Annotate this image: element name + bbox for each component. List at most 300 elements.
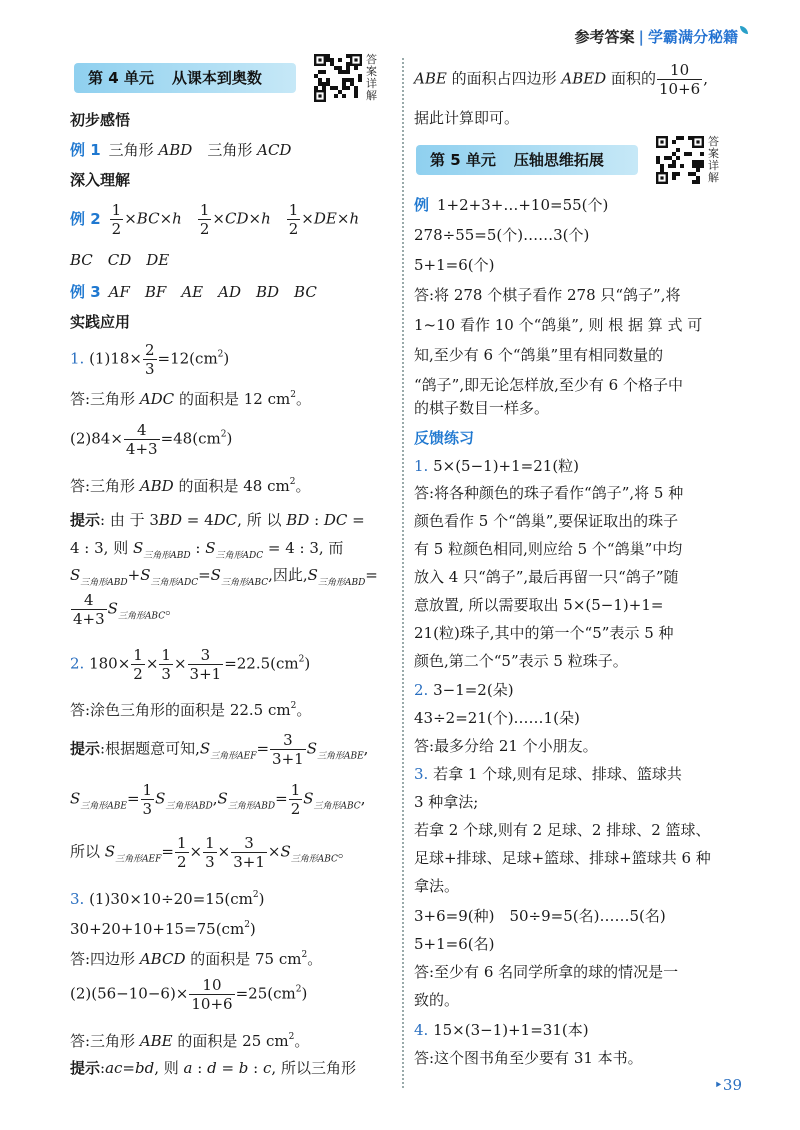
section-label: 例 2: [70, 209, 101, 228]
text-segment: :: [192, 1059, 208, 1077]
fraction-numerator: 1: [205, 834, 215, 852]
text-line: [414, 375, 683, 395]
fraction: [71, 591, 107, 628]
fraction: [189, 976, 234, 1013]
section-label: 例: [414, 196, 430, 214]
text-segment: ,: [360, 789, 366, 808]
text-line: [70, 312, 130, 332]
math-variable: S: [70, 789, 81, 808]
text-segment: =: [161, 842, 174, 861]
text-line: [414, 398, 549, 418]
text-segment: 答:三角形: [70, 1032, 140, 1050]
text-segment: 5+1=6(名): [414, 935, 495, 953]
subscript: 三角形ADC: [215, 551, 264, 561]
question-number: 2.: [414, 681, 429, 699]
fraction: [131, 646, 145, 683]
text-line: [414, 1020, 589, 1040]
math-variable: DE: [313, 209, 337, 228]
text-line: [70, 140, 291, 160]
section-label: 反馈练习: [414, 429, 475, 447]
superscript: 2: [301, 950, 308, 960]
math-variable: DC: [323, 511, 348, 529]
question-number: 3.: [70, 890, 85, 908]
section-heading: 提示: [70, 739, 101, 758]
math-variable: S: [199, 739, 211, 758]
text-segment: ×: [173, 654, 187, 673]
text-segment: =48(cm: [160, 429, 221, 448]
text-segment: 的棋子数目一样多。: [414, 399, 550, 417]
text-segment: ×: [124, 209, 137, 228]
math-variable: BC CD DE: [70, 251, 170, 269]
qr-code-icon[interactable]: [314, 54, 362, 102]
math-variable: ABE: [414, 69, 447, 88]
text-segment: =: [275, 789, 288, 808]
fraction-denominator: 10+6: [191, 995, 233, 1013]
text-segment: ): [226, 429, 233, 448]
text-segment: 1~10 看作 10 个“鸽巢”, 则 根 据 算 式 可: [414, 316, 703, 334]
text-segment: :根据题意可知,: [100, 739, 200, 758]
text-line: [70, 1058, 356, 1078]
math-variable: bd: [135, 1059, 155, 1077]
fraction-denominator: 2: [288, 220, 299, 238]
page-number-value: 39: [722, 1076, 742, 1094]
text-segment: ×: [336, 209, 350, 228]
column-divider: [402, 58, 404, 1088]
text-line: [70, 282, 317, 302]
fraction: [231, 834, 267, 871]
text-line: [70, 170, 130, 190]
text-segment: 放入 4 只“鸽子”,最后再留一只“鸽子”随: [414, 568, 679, 586]
subscript: 三角形ABE: [80, 801, 127, 812]
text-segment: ): [304, 654, 311, 673]
text-segment: ,: [703, 69, 708, 88]
text-segment: =: [365, 566, 378, 584]
text-segment: ): [258, 890, 265, 908]
fraction: [175, 834, 189, 871]
text-segment: 。: [295, 390, 311, 408]
math-variable: S: [303, 789, 314, 808]
text-segment: ): [249, 920, 256, 938]
text-segment: ): [223, 349, 230, 368]
text-segment: 意放置, 所以需要取出 5×(5−1)+1=: [414, 596, 664, 614]
section-heading: 提示: [70, 511, 101, 529]
math-variable: CD: [224, 209, 249, 228]
text-segment: :: [248, 1059, 263, 1077]
text-segment: 的面积是 12 cm: [174, 390, 291, 408]
fraction: [270, 731, 306, 768]
superscript: 2: [217, 349, 224, 360]
text-segment: 。: [165, 599, 181, 618]
text-segment: 若拿 2 个球,则有 2 足球、2 排球、2 篮球、: [414, 821, 711, 839]
text-line: [70, 201, 359, 238]
subscript: 三角形ABD: [143, 551, 191, 561]
text-segment: 足球+排球、足球+篮球、排球+篮球共 6 种: [414, 849, 711, 867]
text-segment: ×: [189, 842, 203, 861]
text-segment: =: [126, 789, 140, 808]
text-segment: :: [190, 539, 206, 557]
superscript: 2: [244, 920, 250, 930]
fraction-numerator: 3: [231, 834, 267, 853]
text-segment: =: [216, 1059, 239, 1077]
text-line: [70, 834, 353, 871]
text-segment: 面积的: [606, 69, 656, 88]
fraction-numerator: 1: [111, 201, 122, 219]
math-variable: S: [205, 539, 216, 557]
math-variable: BD: [158, 511, 182, 529]
text-segment: 答:将 278 个棋子看作 278 只“鸽子”,将: [414, 286, 681, 304]
text-line: [414, 623, 674, 643]
text-line: [414, 108, 519, 128]
text-line: [414, 736, 598, 756]
text-line: [70, 696, 311, 720]
question-number: 3.: [414, 765, 429, 783]
subscript: 三角形ABD: [165, 801, 213, 812]
unit-number: 第 4 单元: [88, 69, 154, 87]
text-line: [414, 225, 589, 245]
text-segment: 3 种拿法;: [414, 793, 479, 811]
text-segment: 答:将各种颜色的珠子看作“鸽子”,将 5 种: [414, 484, 684, 502]
text-segment: 颜色看作 5 个“鸽巢”,要保证取出的珠子: [414, 512, 679, 530]
text-line: [414, 456, 579, 476]
text-line: [414, 195, 608, 215]
text-segment: 知,至少有 6 个“鸽巢”里有相同数量的: [414, 346, 664, 364]
text-segment: , 则: [154, 1059, 184, 1077]
header-series: 学霸满分秘籍: [647, 28, 738, 46]
fraction-denominator: 3+1: [272, 750, 304, 768]
text-segment: 。: [294, 1032, 310, 1050]
subscript: 三角形ABC: [117, 611, 166, 622]
text-segment: (2)84×: [70, 429, 123, 448]
math-variable: ABD: [158, 141, 193, 159]
text-segment: :: [100, 1059, 106, 1077]
text-line: [70, 510, 365, 530]
fraction-denominator: 3: [205, 853, 215, 871]
subscript: 三角形AEF: [210, 751, 257, 762]
text-line: [70, 538, 343, 566]
text-segment: = 4: [181, 511, 214, 529]
fraction-numerator: 4: [124, 421, 160, 440]
text-line: [414, 708, 580, 728]
section-label: 例 3: [70, 283, 101, 301]
leaf-icon: [740, 26, 748, 34]
math-variable: ABE: [139, 1032, 173, 1050]
unit-4-banner: [74, 63, 296, 93]
text-segment: 三角形: [108, 141, 159, 159]
superscript: 2: [220, 429, 227, 440]
text-segment: , 所以三角形: [271, 1059, 356, 1077]
text-segment: 答:三角形: [70, 477, 140, 495]
fraction-denominator: 3: [142, 800, 153, 818]
fraction: [143, 341, 157, 378]
math-variable: ADC: [139, 390, 175, 408]
unit-number: 第 5 单元: [430, 151, 496, 169]
math-variable: S: [217, 789, 228, 808]
fraction-numerator: 10: [189, 976, 234, 995]
fraction-numerator: 1: [161, 646, 171, 664]
text-segment: 21(粒)珠子,其中的第一个“5”表示 5 种: [414, 624, 674, 642]
text-segment: 180×: [84, 654, 131, 673]
text-line: [70, 885, 264, 909]
text-line: [414, 255, 494, 275]
text-segment: 三角形: [192, 141, 258, 159]
text-segment: [271, 210, 286, 228]
text-line: [70, 781, 365, 818]
text-segment: 所以: [70, 842, 105, 861]
text-line: [70, 472, 311, 496]
text-line: [414, 934, 494, 954]
superscript: 2: [252, 890, 259, 900]
math-variable: ac: [105, 1059, 123, 1077]
text-segment: 3+6=9(种) 50÷9=5(名)……5(名): [414, 907, 666, 925]
math-variable: h: [261, 209, 271, 228]
text-line: [70, 591, 180, 628]
text-segment: , 所 以: [237, 511, 287, 529]
section-heading: 实践应用: [70, 313, 131, 331]
fraction-denominator: 10+6: [658, 80, 701, 98]
text-line: [70, 110, 130, 130]
text-line: [70, 731, 368, 768]
text-line: [414, 792, 478, 812]
math-variable: d: [207, 1059, 217, 1077]
fraction-numerator: 1: [290, 781, 301, 799]
text-segment: ×: [248, 209, 262, 228]
superscript: 2: [289, 477, 296, 487]
subscript: 三角形ABD: [227, 801, 276, 812]
text-line: [414, 483, 683, 503]
fraction-numerator: 3: [270, 731, 306, 750]
math-variable: S: [307, 566, 318, 584]
text-segment: 的面积是 75 cm: [185, 950, 302, 968]
text-line: [414, 285, 681, 305]
text-segment: ×: [145, 654, 159, 673]
text-line: [70, 250, 169, 270]
question-number: 1.: [414, 457, 429, 475]
math-variable: b: [238, 1059, 249, 1077]
text-line: [414, 820, 711, 840]
text-segment: 。: [307, 950, 323, 968]
text-segment: (2)(56−10−6)×: [70, 984, 189, 1003]
fraction: [110, 201, 124, 238]
text-segment: 答:最多分给 21 个小朋友。: [414, 737, 598, 755]
text-segment: ,: [363, 739, 369, 758]
math-variable: ABD: [139, 477, 174, 495]
math-variable: BC: [136, 209, 160, 228]
subscript: 三角形ABC: [290, 854, 338, 865]
section-heading: 提示: [70, 1059, 101, 1077]
text-segment: =: [347, 511, 365, 529]
superscript: 2: [295, 984, 302, 995]
text-line: [414, 428, 482, 448]
text-line: [414, 990, 459, 1010]
text-segment: (1)18×: [84, 349, 142, 368]
math-variable: S: [132, 539, 144, 557]
text-segment: 。: [295, 477, 311, 495]
unit-title: 压轴思维拓展: [513, 151, 604, 169]
fraction-denominator: 3+1: [189, 665, 222, 683]
running-header: [574, 26, 748, 47]
text-segment: (1)30×10÷20=15(cm: [84, 890, 253, 908]
text-segment: ): [301, 984, 308, 1003]
text-segment: 拿法。: [414, 877, 460, 895]
math-variable: S: [280, 842, 291, 861]
superscript: 2: [288, 1032, 295, 1042]
math-variable: BD: [286, 511, 310, 529]
text-segment: 5+1=6(个): [414, 256, 495, 274]
text-segment: 有 5 粒颜色相同,则应给 5 个“鸽巢”中均: [414, 540, 683, 558]
fraction-numerator: 1: [142, 781, 153, 799]
text-segment: 的面积占四边形: [446, 69, 562, 88]
text-segment: 的面积是 25 cm: [172, 1032, 289, 1050]
qr-label: 答案详解: [366, 53, 377, 102]
text-segment: : 由 于 3: [100, 511, 159, 529]
math-variable: S: [210, 566, 221, 584]
text-segment: ×: [159, 209, 173, 228]
fraction-denominator: 3: [161, 665, 171, 683]
math-variable: AF BF AE AD BD BC: [108, 283, 317, 301]
text-segment: 致的。: [414, 991, 460, 1009]
text-segment: 278÷55=5(个)……3(个): [414, 226, 590, 244]
qr-label: 答案详解: [708, 135, 719, 184]
text-segment: 5×(5−1)+1=21(粒): [428, 457, 580, 475]
math-variable: S: [306, 739, 317, 758]
section-heading: 初步感悟: [70, 111, 131, 129]
text-line: [414, 680, 514, 700]
text-line: [414, 764, 682, 784]
math-variable: h: [172, 209, 182, 228]
header-separator: |: [638, 28, 644, 46]
question-number: 1.: [70, 349, 85, 368]
fraction-denominator: 4+3: [125, 440, 158, 458]
text-segment: =: [256, 739, 270, 758]
text-segment: 答:四边形: [70, 950, 140, 968]
text-segment: 答:涂色三角形的面积是 22.5 cm: [70, 701, 291, 719]
fraction-numerator: 1: [133, 646, 143, 664]
question-number: 2.: [70, 654, 85, 673]
text-segment: :: [309, 511, 324, 529]
text-line: [414, 315, 702, 335]
fraction-denominator: 2: [133, 665, 143, 683]
text-segment: ×: [217, 842, 231, 861]
math-variable: ACD: [257, 141, 292, 159]
math-variable: ABCD: [139, 950, 186, 968]
fraction-denominator: 2: [290, 800, 301, 818]
text-segment: =: [122, 1059, 135, 1077]
text-line: [414, 848, 711, 868]
fraction-numerator: 3: [188, 646, 224, 665]
fraction-numerator: 10: [657, 61, 702, 80]
fraction: [289, 781, 303, 818]
text-segment: =12(cm: [157, 349, 218, 368]
fraction: [124, 421, 160, 458]
superscript: 2: [290, 701, 297, 711]
text-segment: 3−1=2(朵): [428, 681, 514, 699]
fraction-denominator: 3+1: [233, 853, 265, 871]
header-title: 参考答案: [574, 28, 635, 46]
fraction-numerator: 4: [71, 591, 107, 610]
fraction-numerator: 2: [144, 341, 155, 359]
text-line: [414, 595, 663, 615]
unit-title: 从课本到奥数: [171, 69, 262, 87]
text-line: [414, 567, 679, 587]
text-line: [70, 385, 311, 409]
text-segment: 颜色,第二个“5”表示 5 粒珠子。: [414, 652, 628, 670]
text-line: [70, 1027, 309, 1051]
text-segment: ×: [267, 842, 281, 861]
math-variable: S: [70, 566, 81, 584]
text-line: [414, 651, 628, 671]
fraction-denominator: 2: [199, 220, 210, 238]
text-segment: 若拿 1 个球,则有足球、排球、篮球共: [428, 765, 682, 783]
superscript: 2: [290, 390, 296, 400]
subscript: 三角形ABC: [220, 578, 269, 588]
text-segment: 1+2+3+…+10=55(个): [437, 196, 609, 214]
math-variable: S: [140, 566, 151, 584]
fraction-denominator: 2: [176, 853, 187, 871]
math-variable: c: [263, 1059, 272, 1077]
text-segment: [182, 210, 197, 228]
text-segment: =22.5(cm: [224, 654, 299, 673]
fraction-denominator: 3: [144, 360, 155, 378]
subscript: 三角形AEF: [115, 854, 162, 865]
text-line: [70, 341, 229, 378]
text-line: [414, 539, 682, 559]
qr-code-icon[interactable]: [656, 136, 704, 184]
text-line: [70, 646, 310, 683]
subscript: 三角形ABC: [313, 801, 361, 812]
text-segment: ,: [212, 789, 218, 808]
fraction: [188, 646, 224, 683]
page-number: ‣39: [714, 1076, 742, 1094]
fraction: [203, 834, 217, 871]
math-variable: S: [107, 599, 118, 618]
fraction-numerator: 1: [176, 834, 187, 852]
text-segment: 。: [296, 701, 312, 719]
text-segment: 答:三角形: [70, 390, 140, 408]
text-line: [70, 976, 307, 1013]
math-variable: DC: [213, 511, 238, 529]
fraction: [159, 646, 173, 683]
unit-5-banner: [416, 145, 638, 175]
fraction-numerator: 1: [199, 201, 210, 219]
question-number: 4.: [414, 1021, 429, 1039]
text-line: [414, 906, 666, 926]
text-line: [70, 945, 322, 969]
text-line: [414, 511, 678, 531]
math-variable: a: [183, 1059, 193, 1077]
text-segment: “鸽子”,即无论怎样放,至少有 6 个格子中: [414, 376, 683, 394]
text-line: [414, 1048, 643, 1068]
text-segment: 答:至少有 6 名同学所拿的球的情况是一: [414, 963, 679, 981]
subscript: 三角形ABD: [317, 578, 366, 588]
text-segment: = 4 : 3, 而: [263, 539, 344, 557]
text-segment: 15×(3−1)+1=31(本): [428, 1021, 589, 1039]
fraction: [198, 201, 212, 238]
text-segment: ,因此,: [268, 566, 308, 584]
text-line: [70, 565, 378, 593]
fraction-denominator: 2: [111, 220, 122, 238]
text-line: [414, 876, 459, 896]
fraction-numerator: 1: [288, 201, 299, 219]
math-variable: S: [104, 842, 116, 861]
text-segment: 答:这个图书角至少要有 31 本书。: [414, 1049, 643, 1067]
subscript: 三角形ADC: [150, 578, 199, 588]
text-segment: 30+20+10+15=75(cm: [70, 920, 245, 938]
text-line: [70, 421, 232, 458]
fraction: [141, 781, 155, 818]
text-line: [414, 61, 708, 98]
text-segment: 4 : 3, 则: [70, 539, 133, 557]
text-segment: ×: [301, 209, 314, 228]
